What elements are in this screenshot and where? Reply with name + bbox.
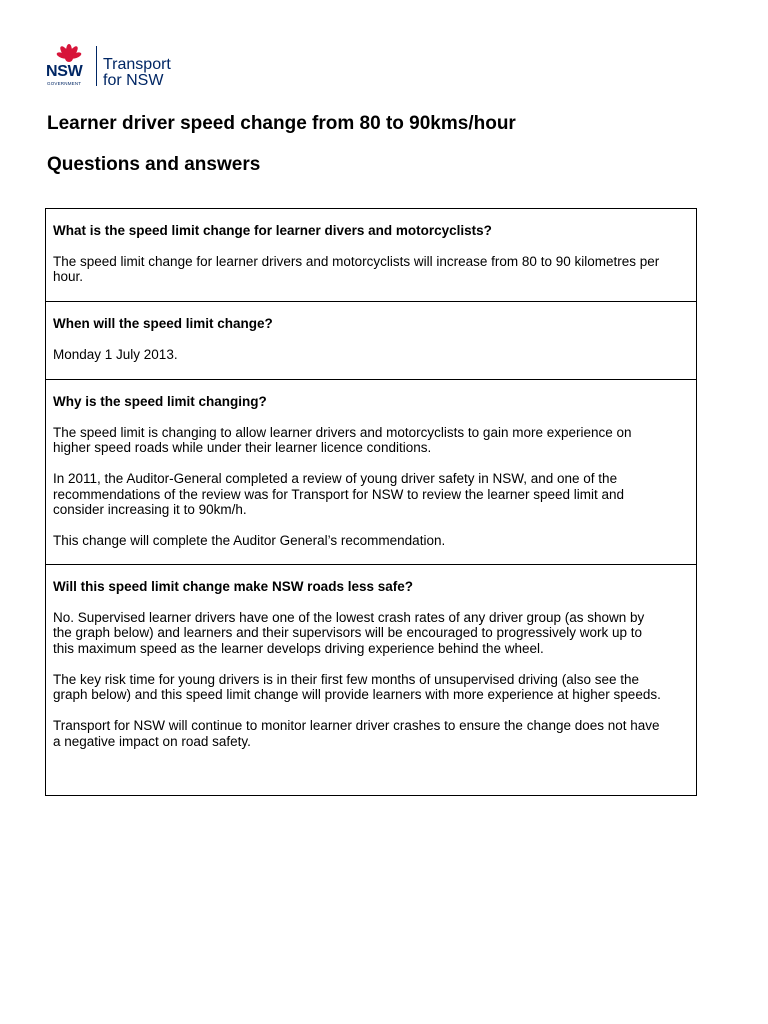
government-label: GOVERNMENT bbox=[47, 81, 82, 86]
logo-line-1: Transport bbox=[103, 56, 171, 73]
qa-row bbox=[46, 301, 696, 379]
question: Will this speed limit change make NSW roads less safe? bbox=[53, 579, 413, 594]
answer: No. Supervised learner drivers have one of the lowest crash rates of any driver group (as shown by the graph below) and learners and their supervisors will be encouraged to progressively work up to this maximum speed as the learner develops driving experience behind the wheel. bbox=[53, 609, 645, 656]
answer: The speed limit change for learner drivers and motorcyclists will increase from 80 to 90 kilometres per hour. bbox=[53, 253, 660, 284]
answer: Monday 1 July 2013. bbox=[53, 346, 178, 362]
nsw-wordmark: NSW bbox=[46, 63, 83, 80]
qa-row bbox=[46, 564, 696, 795]
qa-table bbox=[45, 208, 697, 796]
qa-row bbox=[46, 209, 696, 301]
page-title: Learner driver speed change from 80 to 90kms/hour bbox=[47, 113, 516, 134]
logo-wordmark bbox=[103, 57, 171, 89]
question: Why is the speed limit changing? bbox=[53, 394, 267, 409]
logo-line-2: for NSW bbox=[103, 72, 164, 89]
answer: The speed limit is changing to allow learner drivers and motorcyclists to gain more experience on higher speed roads while under their learner licence conditions. bbox=[53, 424, 632, 455]
answer: The key risk time for young drivers is in their first few months of unsupervised driving (also see the graph below) and this speed limit change will provide learners with more experience at higher speeds. bbox=[53, 671, 661, 702]
question: What is the speed limit change for learner divers and motorcyclists? bbox=[53, 223, 492, 238]
answer: In 2011, the Auditor-General completed a review of young driver safety in NSW, and one of the recommendations of the review was for Transport for NSW to review the learner speed limit and consider increasing it to 90km/h. bbox=[53, 471, 624, 517]
qa-row bbox=[46, 379, 696, 564]
answer: Transport for NSW will continue to monitor learner driver crashes to ensure the change does not have a negative impact on road safety. bbox=[53, 718, 660, 749]
answer: This change will complete the Auditor General’s recommendation. bbox=[53, 533, 446, 548]
nsw-government-logo bbox=[46, 42, 92, 88]
question: When will the speed limit change? bbox=[53, 316, 273, 331]
page-subtitle: Questions and answers bbox=[47, 154, 261, 175]
logo-divider bbox=[96, 46, 97, 86]
transport-nsw-logo bbox=[46, 42, 171, 89]
